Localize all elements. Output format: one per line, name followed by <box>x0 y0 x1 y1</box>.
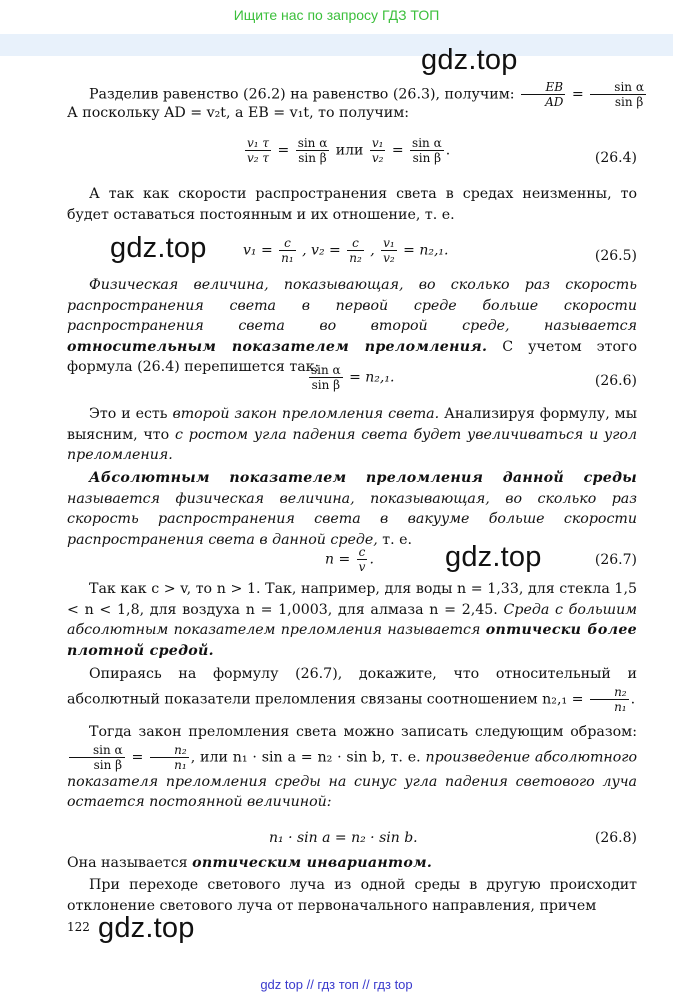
watermark: gdz.top <box>110 232 207 264</box>
numerator: n₂ <box>590 685 629 700</box>
denominator: n₁ <box>281 251 294 265</box>
equation-number: (26.8) <box>594 830 637 846</box>
numerator: sin α <box>311 363 341 377</box>
equals: = <box>571 86 584 103</box>
formula-26-6 <box>307 363 394 392</box>
numerator: v₁ <box>371 136 384 150</box>
italic-text: произведение абсолютного показателя преломления среды на синус угла падения светового луча остается постоянной величиной: <box>67 749 637 810</box>
text: = n₂,₁. <box>403 242 449 259</box>
denominator: v <box>358 560 366 574</box>
italic-text: второй закон преломления света. <box>172 406 440 422</box>
fraction <box>150 743 189 772</box>
numerator: n₂ <box>150 743 189 758</box>
italic-text: называется физическая величина, показывающая, во сколько раз скорость распространения света в вакууме больше скорости распространения света в данной среде, <box>67 490 637 548</box>
numerator: EB <box>521 80 565 95</box>
denominator: n₁ <box>174 757 187 772</box>
formula-26-7 <box>325 545 374 574</box>
italic-text: Среда с большим абсолютным показателем преломления называется <box>67 601 637 638</box>
text: Она называется <box>67 855 188 871</box>
text: . <box>369 551 374 568</box>
equals: = <box>277 142 290 159</box>
formula-26-8: n₁ · sin a = n₂ · sin b. <box>269 830 418 846</box>
text: Опираясь на формулу (26.7), докажите, что относительный и абсолютный показатели преломления связаны соотношением n₂,₁ = <box>67 666 637 707</box>
denominator: AD <box>545 95 564 109</box>
paragraph-4 <box>67 404 637 466</box>
numerator: v₁ τ <box>247 136 270 150</box>
fraction <box>279 236 296 265</box>
denominator: n₁ <box>614 699 627 714</box>
top-banner <box>0 0 673 34</box>
text: Так как c > v, то n > 1. Так, например, для воды n = 1,33, для стекла 1,5 < n < 1,8, для воздуха n = 1,0003, для алмаза n = 2,45. <box>67 581 637 618</box>
numerator: sin α <box>69 743 125 758</box>
watermark: gdz.top <box>98 912 195 944</box>
numerator: v₁ <box>383 236 395 250</box>
text: Это и есть <box>89 406 168 422</box>
text: Анализируя формулу, мы выясним, что <box>67 406 638 443</box>
watermark: gdz.top <box>445 541 542 573</box>
text: = n₂,₁. <box>349 369 395 386</box>
fraction <box>309 363 343 392</box>
formula-26-4: $\frac{\text{v₁ τ}}{\text{v₂ τ}}$ = $\frac{\text{sin α}}{\text{sin β}}$ или $\frac{\text{v₁}}{\text{v₂}}$ = $\frac{\text{sin α}}{\text{sin β}}$ . <box>247 136 451 165</box>
text: , <box>370 242 375 259</box>
text: С учетом этого формула (26.4) перепишется так: <box>67 338 637 375</box>
equation-number: (26.6) <box>594 373 637 389</box>
italic-text: Физическая величина, показывающая, во сколько раз скорость распространения света в первой среде больше скорости распространения света во второй среде, называется <box>67 277 637 334</box>
footer-links: gdz top // гдз топ // гдз top <box>260 977 413 992</box>
denominator: sin β <box>298 151 327 165</box>
denominator: n₂ <box>349 251 362 265</box>
denominator: sin β <box>311 378 341 392</box>
paragraph-6 <box>67 579 637 661</box>
italic-text: с ростом угла падения света будет увеличиваться и угол преломления. <box>67 426 637 463</box>
denominator: sin β <box>614 95 644 109</box>
text: Разделив равенство (26.2) на равенство (26.3), получим: <box>89 86 515 103</box>
denominator: v₂ <box>383 251 395 265</box>
numerator: sin α <box>590 80 646 95</box>
fraction <box>357 545 368 574</box>
fraction <box>69 743 125 772</box>
bold-term: Абсолютным показателем преломления данной среды <box>89 470 637 486</box>
paragraph-7 <box>67 664 637 714</box>
page-number: 122 <box>67 920 90 934</box>
denominator: v₂ <box>371 151 384 165</box>
denominator: sin β <box>412 151 442 165</box>
paragraph-5 <box>67 468 637 550</box>
bold-term: оптическим инвариантом. <box>192 855 433 871</box>
text: . <box>630 691 636 707</box>
numerator: sin α <box>297 136 328 150</box>
formula-26-5 <box>243 236 449 265</box>
paragraph-8 <box>67 722 637 813</box>
paragraph-1-line-2: А поскольку AD = v₂t, а EB = v₁t, то получим: <box>67 105 410 121</box>
fraction <box>590 685 629 714</box>
text: Тогда закон преломления света можно записать следующим образом: <box>89 724 637 740</box>
banner-text: Ищите нас по запросу ГДЗ ТОП <box>233 7 440 23</box>
numerator: c <box>279 236 296 251</box>
equals: = <box>131 749 144 765</box>
text: т. е. <box>382 531 413 548</box>
header-band <box>0 34 673 56</box>
bold-term: оптически более плотной средой. <box>67 622 637 659</box>
equation-number: (26.7) <box>594 552 637 568</box>
fraction <box>296 136 330 165</box>
paragraph-10: При переходе светового луча из одной среды в другую происходит отклонение светового луча от первоначального направления, причем <box>67 877 637 914</box>
paragraph-2: А так как скорости распространения света в средах неизменны, то будет оставаться постоянным и их отношение, т. е. <box>67 186 637 223</box>
denominator: sin β <box>93 757 123 772</box>
word-or: или <box>335 142 364 159</box>
fraction <box>410 136 444 165</box>
equation-number: (26.5) <box>594 248 637 264</box>
fraction <box>370 136 386 165</box>
equals: = <box>391 142 404 159</box>
fraction <box>245 136 271 165</box>
numerator: c <box>357 545 368 560</box>
fraction <box>381 236 397 265</box>
equation-number: (26.4) <box>594 150 637 166</box>
paragraph-9 <box>67 853 637 874</box>
watermark: gdz.top <box>421 44 518 76</box>
denominator: v₂ τ <box>247 151 270 165</box>
fraction <box>347 236 364 265</box>
numerator: c <box>347 236 364 251</box>
text: n = <box>325 551 351 568</box>
bold-term: относительным показателем преломления. <box>67 338 488 355</box>
text: , v₂ = <box>302 242 341 259</box>
text: v₁ = <box>243 242 273 259</box>
numerator: sin α <box>412 136 442 150</box>
text: , или n₁ · sin a = n₂ · sin b, т. е. <box>190 749 421 765</box>
